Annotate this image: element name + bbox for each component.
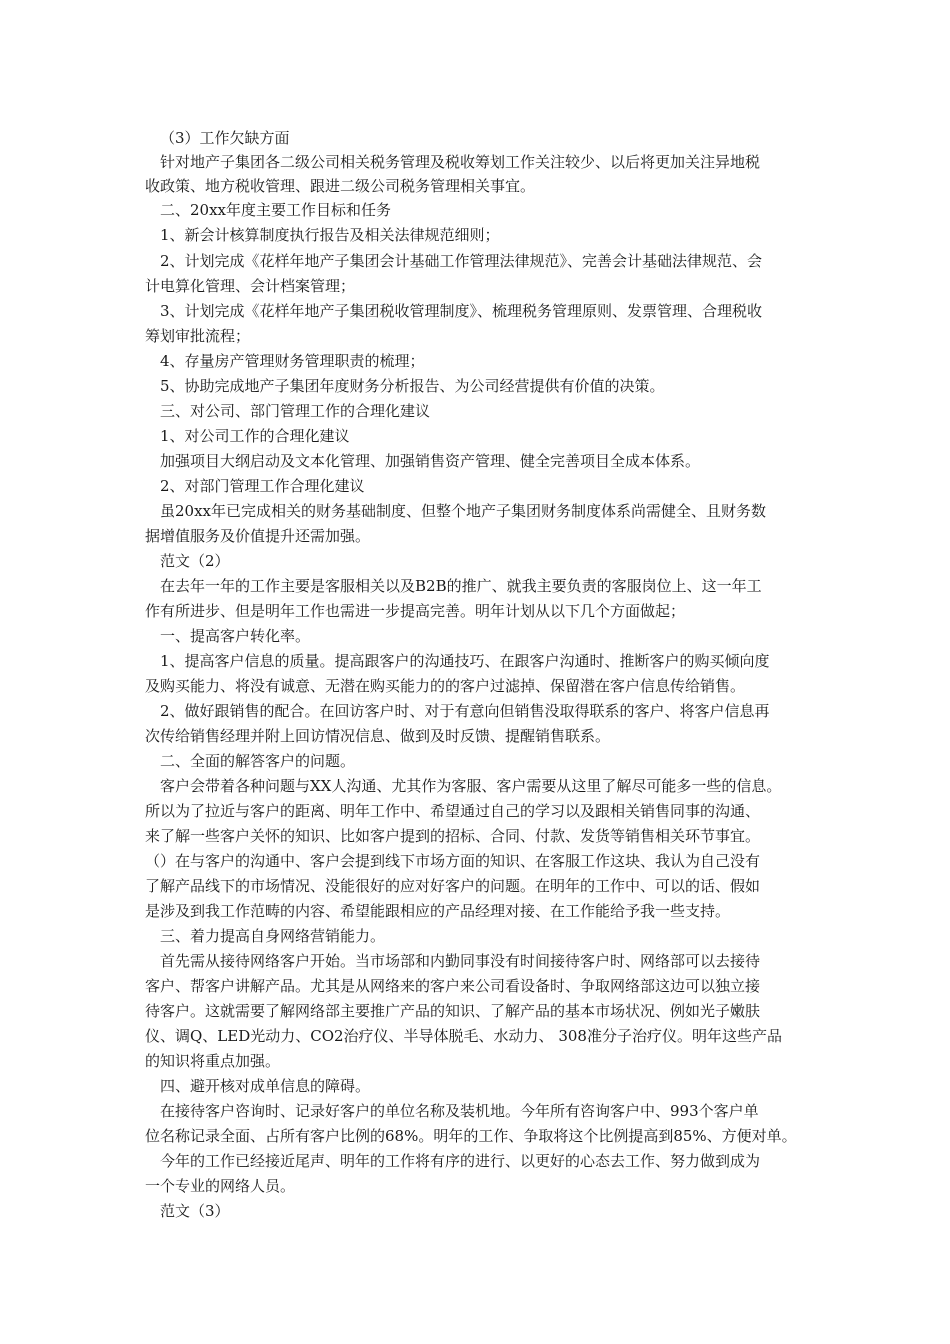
list-item-continuation: 筹划审批流程； — [145, 327, 251, 345]
section-heading: 三、对公司、部门管理工作的合理化建议 — [160, 402, 431, 420]
paragraph-line: 针对地产子集团各二级公司相关税务管理及税收筹划工作关注较少、以后将更加关注异地税 — [160, 153, 761, 171]
list-item: 3、计划完成《花样年地产子集团税收管理制度》、梳理税务管理原则、发票管理、合理税收 — [160, 302, 763, 320]
paragraph-line: 在去年一年的工作主要是客服相关以及B2B的推广、就我主要负责的客服岗位上、这一年工 — [160, 577, 762, 595]
paragraph-line: 加强项目大纲启动及文本化管理、加强销售资产管理、健全完善项目全成本体系。 — [160, 452, 701, 470]
paragraph-line: 一个专业的网络人员。 — [145, 1177, 296, 1195]
paragraph-line: 据增值服务及价值提升还需加强。 — [145, 527, 371, 545]
sample-heading: 范文（2） — [160, 552, 230, 570]
paragraph-line: 是涉及到我工作范畴的内容、希望能跟相应的产品经理对接、在工作能给予我一些支持。 — [145, 902, 731, 920]
list-item: 4、存量房产管理财务管理职责的梳理； — [160, 352, 425, 370]
list-item: 2、计划完成《花样年地产子集团会计基础工作管理法律规范》、完善会计基础法律规范、会 — [160, 252, 763, 270]
paragraph-line: 所以为了拉近与客户的距离、明年工作中、希望通过自己的学习以及跟相关销售同事的沟通、 — [145, 802, 761, 820]
paragraph-line: （）在与客户的沟通中、客户会提到线下市场方面的知识、在客服工作这块、我认为自己没有 — [145, 852, 761, 870]
paragraph-line: 位名称记录全面、占所有客户比例的68%。明年的工作、争取将这个比例提高到85%、方便对单。 — [145, 1127, 797, 1145]
subsection-heading: 2、对部门管理工作合理化建议 — [160, 477, 365, 495]
subsection-heading: （3）工作欠缺方面 — [160, 129, 290, 147]
paragraph-line: 虽20xx年已完成相关的财务基础制度、但整个地产子集团财务制度体系尚需健全、且财务数 — [160, 502, 767, 520]
paragraph-line: 来了解一些客户关怀的知识、比如客户提到的招标、合同、付款、发货等销售相关环节事宜。 — [145, 827, 761, 845]
paragraph-line: 仪、调Q、LED光动力、CO2治疗仪、半导体脱毛、水动力、 308准分子治疗仪。明年这些产品 — [145, 1027, 782, 1045]
list-item: 5、协助完成地产子集团年度财务分析报告、为公司经营提供有价值的决策。 — [160, 377, 665, 395]
paragraph-line: 首先需从接待网络客户开始。当市场部和内勤同事没有时间接待客户时、网络部可以去接待 — [160, 952, 761, 970]
paragraph-line: 收政策、地方税收管理、跟进二级公司税务管理相关事宜。 — [145, 177, 536, 195]
list-item: 1、提高客户信息的质量。提高跟客户的沟通技巧、在跟客户沟通时、推断客户的购买倾向度 — [160, 652, 770, 670]
list-item-continuation: 计电算化管理、会计档案管理； — [145, 277, 356, 295]
paragraph-line: 的知识将重点加强。 — [145, 1052, 281, 1070]
section-heading: 二、全面的解答客户的问题。 — [160, 752, 356, 770]
list-item: 1、新会计核算制度执行报告及相关法律规范细则； — [160, 226, 500, 244]
section-heading: 二、20xx年度主要工作目标和任务 — [160, 201, 392, 219]
section-heading: 四、避开核对成单信息的障碍。 — [160, 1077, 371, 1095]
paragraph-line: 今年的工作已经接近尾声、明年的工作将有序的进行、以更好的心态去工作、努力做到成为 — [160, 1152, 761, 1170]
paragraph-line: 客户、帮客户讲解产品。尤其是从网络来的客户来公司看设备时、争取网络部这边可以独立接 — [145, 977, 761, 995]
list-item: 2、做好跟销售的配合。在回访客户时、对于有意向但销售没取得联系的客户、将客户信息再 — [160, 702, 770, 720]
section-heading: 一、提高客户转化率。 — [160, 627, 311, 645]
list-item-continuation: 次传给销售经理并附上回访情况信息、做到及时反馈、提醒销售联系。 — [145, 727, 611, 745]
paragraph-line: 在接待客户咨询时、记录好客户的单位名称及装机地。今年所有咨询客户中、993个客户单 — [160, 1102, 759, 1120]
paragraph-line: 作有所进步、但是明年工作也需进一步提高完善。明年计划从以下几个方面做起； — [145, 602, 686, 620]
paragraph-line: 了解产品线下的市场情况、没能很好的应对好客户的问题。在明年的工作中、可以的话、假如 — [145, 877, 761, 895]
paragraph-line: 客户会带着各种问题与XX人沟通、尤其作为客服、客户需要从这里了解尽可能多一些的信息。 — [160, 777, 782, 795]
subsection-heading: 1、对公司工作的合理化建议 — [160, 427, 350, 445]
sample-heading: 范文（3） — [160, 1202, 230, 1220]
section-heading: 三、着力提高自身网络营销能力。 — [160, 927, 386, 945]
paragraph-line: 待客户。这就需要了解网络部主要推广产品的知识、了解产品的基本市场状况、例如光子嫩肤 — [145, 1002, 761, 1020]
list-item-continuation: 及购买能力、将没有诚意、无潜在购买能力的的客户过滤掉、保留潜在客户信息传给销售。 — [145, 677, 746, 695]
